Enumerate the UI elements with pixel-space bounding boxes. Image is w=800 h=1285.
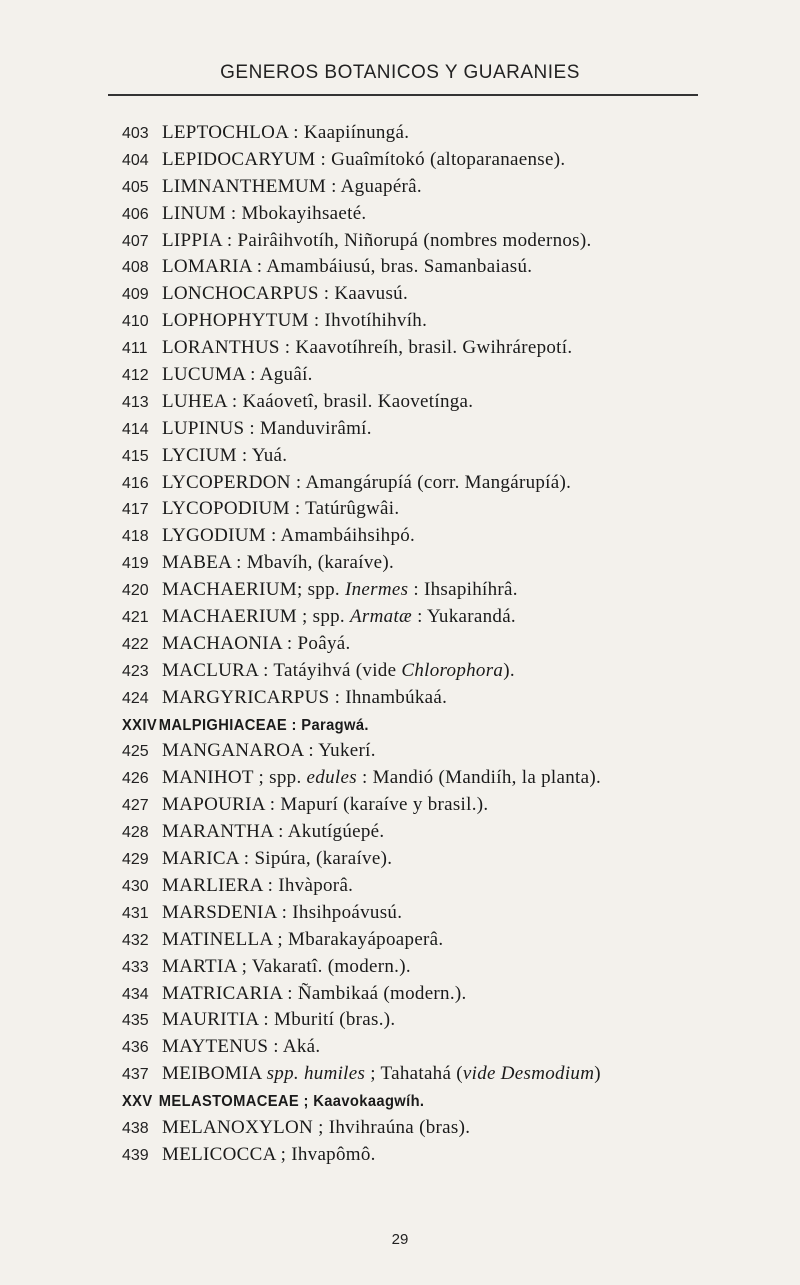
entry-text	[162, 1036, 320, 1057]
entry-row	[122, 1061, 792, 1088]
entry-row	[122, 1142, 792, 1169]
entry-segment: LUHEA : Kaáovetî, brasil. Kaovetínga.	[162, 390, 474, 412]
entry-text	[162, 794, 488, 815]
family-name: MELASTOMACEAE ; Kaavokaagwíh.	[158, 1093, 425, 1111]
entry-text	[162, 498, 399, 519]
entry-text	[162, 1144, 376, 1165]
entry-row	[122, 954, 792, 981]
entry-text	[162, 956, 411, 977]
entry-segment: MARLIERA : Ihvàporâ.	[162, 874, 354, 896]
entry-segment: LEPIDOCARYUM : Guaîmítokó (altoparanaense).	[162, 148, 566, 170]
entry-segment: LOMARIA : Amambáiusú, bras. Samanbaiasú.	[162, 256, 533, 278]
family-heading	[122, 1088, 792, 1115]
entry-row	[122, 281, 792, 308]
entry-text	[162, 1009, 395, 1030]
entry-row	[122, 819, 792, 846]
entry-text	[162, 203, 366, 224]
entry-number: 419	[122, 555, 149, 573]
entry-row	[122, 1034, 792, 1061]
entry-number: 422	[122, 635, 149, 653]
entry-text	[162, 606, 516, 627]
entry-row	[122, 765, 792, 792]
entry-number: 416	[122, 474, 149, 492]
entry-number: 414	[122, 420, 149, 438]
entry-number: 409	[122, 286, 149, 304]
entry-row	[122, 174, 792, 201]
entry-number: 428	[122, 824, 149, 842]
entry-text	[162, 310, 427, 331]
family-heading	[122, 712, 792, 739]
entry-number: 429	[122, 851, 149, 869]
entry-row	[122, 577, 792, 604]
page-header: GENEROS BOTANICOS Y GUARANIES	[220, 62, 580, 83]
entry-italic: vide Desmodium	[462, 1063, 595, 1085]
entry-number: 412	[122, 367, 149, 385]
entry-row	[122, 1007, 792, 1034]
entry-text	[162, 445, 287, 466]
entry-italic: edules	[306, 767, 357, 789]
entry-text	[162, 256, 532, 277]
entry-italic: Inermes	[344, 579, 409, 601]
entry-text	[162, 660, 515, 681]
entry-segment: MAURITIA : Mburití (bras.).	[162, 1009, 396, 1031]
entry-row	[122, 335, 792, 362]
entry-number: 421	[122, 609, 149, 627]
family-heading-text	[122, 1089, 424, 1116]
entry-segment: LYCOPERDON : Amangárupíá (corr. Mangárupíá).	[162, 471, 572, 493]
entry-number: 418	[122, 528, 149, 546]
entry-segment: MARTIA ; Vakaratî. (modern.).	[162, 955, 411, 977]
entry-segment: ; Tahatahá (	[365, 1063, 463, 1085]
entry-number: 432	[122, 931, 149, 949]
entry-row	[122, 631, 792, 658]
entry-row	[122, 685, 792, 712]
entry-number: 406	[122, 205, 149, 223]
entry-segment: LUPINUS : Manduvirâmí.	[162, 417, 372, 439]
entry-segment: MABEA : Mbavíh, (karaíve).	[162, 552, 395, 574]
entry-segment: MACLURA : Tatáyihvá (vide	[162, 659, 402, 681]
entry-text	[162, 1117, 470, 1138]
family-number: XXIV	[122, 716, 158, 734]
entry-number: 431	[122, 904, 149, 922]
entry-italic: Chlorophora	[401, 659, 504, 681]
family-name: MALPIGHIACEAE : Paragwá.	[158, 716, 369, 734]
entry-segment: : Ihsapihíhrâ.	[408, 579, 518, 601]
entry-number: 436	[122, 1039, 149, 1057]
entry-number: 423	[122, 662, 149, 680]
entry-segment: MARGYRICARPUS : Ihnambúkaá.	[162, 686, 448, 708]
page-number: 29	[391, 1231, 409, 1248]
entry-row	[122, 201, 792, 228]
entry-number: 438	[122, 1119, 149, 1137]
entry-row	[122, 604, 792, 631]
entry-segment: LOPHOPHYTUM : Ihvotíhihvíh.	[162, 310, 428, 332]
entry-segment: MARSDENIA : Ihsihpoávusú.	[162, 901, 403, 923]
entry-segment: LYCIUM : Yuá.	[162, 444, 288, 466]
entry-text	[162, 149, 565, 170]
entry-text	[162, 364, 313, 385]
entry-segment: MANGANAROA : Yukerí.	[162, 740, 376, 762]
entry-number: 435	[122, 1012, 149, 1030]
entry-row	[122, 981, 792, 1008]
entry-number: 407	[122, 232, 149, 250]
entry-row	[122, 523, 792, 550]
entry-row	[122, 254, 792, 281]
entry-row	[122, 550, 792, 577]
entry-text	[162, 687, 447, 708]
entry-row	[122, 738, 792, 765]
entry-segment: MARANTHA : Akutígúepé.	[162, 821, 385, 843]
entry-number: 424	[122, 689, 149, 707]
entry-number: 403	[122, 125, 149, 142]
entry-text	[162, 1063, 601, 1084]
entry-number: 425	[122, 743, 149, 761]
entry-row	[122, 389, 792, 416]
family-number: XXV	[122, 1093, 153, 1111]
entry-row	[122, 120, 792, 147]
entry-number: 439	[122, 1146, 149, 1164]
entry-text	[162, 740, 376, 761]
entry-number: 437	[122, 1066, 149, 1084]
entry-row	[122, 792, 792, 819]
entry-segment: LINUM : Mbokayihsaeté.	[162, 202, 367, 224]
entry-segment: MACHAERIUM; spp.	[162, 579, 345, 601]
entry-row	[122, 416, 792, 443]
entry-text	[162, 337, 572, 358]
entry-segment: LONCHOCARPUS : Kaavusú.	[162, 283, 408, 305]
entry-number: 430	[122, 877, 149, 895]
entry-segment: MACHAONIA : Poâyá.	[162, 632, 351, 654]
entry-text	[162, 929, 443, 950]
entry-segment: LUCUMA : Aguâí.	[162, 364, 313, 386]
entry-row	[122, 658, 792, 685]
entry-segment: LEPTOCHLOA : Kaapiínungá.	[162, 122, 410, 143]
entry-italic: spp. humiles	[266, 1063, 366, 1085]
entry-segment: : Mandió (Mandiíh, la planta).	[356, 767, 601, 789]
entry-number: 411	[122, 340, 148, 358]
entry-row	[122, 147, 792, 174]
entry-segment: MATINELLA ; Mbarakayápoaperâ.	[162, 928, 444, 950]
entry-row	[122, 846, 792, 873]
family-heading-text	[122, 713, 369, 740]
entry-row	[122, 443, 792, 470]
entry-number: 408	[122, 259, 149, 277]
entry-segment: MATRICARIA : Ñambikaá (modern.).	[162, 982, 467, 1004]
entry-segment: LYCOPODIUM : Tatúrûgwâi.	[162, 498, 400, 520]
entry-number: 426	[122, 770, 149, 788]
entry-segment: MELICOCCA ; Ihvapômô.	[162, 1143, 376, 1165]
entry-row	[122, 900, 792, 927]
entry-number: 433	[122, 958, 149, 976]
entry-text	[162, 821, 384, 842]
entry-text	[162, 875, 353, 896]
entry-segment: : Yukarandá.	[412, 606, 516, 628]
entry-text	[162, 283, 408, 304]
entry-text	[162, 983, 467, 1004]
entry-number: 410	[122, 313, 149, 331]
entry-segment: ).	[503, 659, 515, 681]
header-rule	[108, 94, 698, 96]
entry-row	[122, 470, 792, 497]
entry-text	[162, 230, 592, 251]
entry-text	[162, 767, 601, 788]
entry-row	[122, 927, 792, 954]
entry-text	[162, 902, 402, 923]
entry-row	[122, 308, 792, 335]
entry-number: 404	[122, 151, 149, 169]
entry-row	[122, 873, 792, 900]
entry-segment: MARICA : Sipúra, (karaíve).	[162, 848, 393, 870]
entry-text	[162, 472, 571, 493]
entry-segment: MACHAERIUM ; spp.	[162, 606, 351, 628]
entry-list	[122, 120, 792, 1169]
entry-segment: MANIHOT ; spp.	[162, 767, 307, 789]
entry-number: 434	[122, 985, 149, 1003]
entry-segment: MELANOXYLON ; Ihvihraúna (bras).	[162, 1116, 471, 1138]
entry-number: 427	[122, 797, 149, 815]
entry-text	[162, 579, 518, 600]
entry-segment: MEIBOMIA	[162, 1063, 267, 1085]
entry-number: 417	[122, 501, 149, 519]
entry-segment: LIPPIA : Pairâihvotíh, Niñorupá (nombres modernos).	[162, 229, 592, 251]
entry-segment: LYGODIUM : Amambáihsihpó.	[162, 525, 416, 547]
entry-text	[162, 633, 351, 654]
entry-text	[162, 848, 392, 869]
entry-segment: MAPOURIA : Mapurí (karaíve y brasil.).	[162, 794, 489, 816]
entry-text	[162, 391, 473, 412]
entry-row	[122, 496, 792, 523]
entry-row	[122, 362, 792, 389]
entry-segment: MAYTENUS : Aká.	[162, 1036, 321, 1058]
entry-text	[162, 525, 415, 546]
entry-number: 420	[122, 582, 149, 600]
entry-italic: Armatæ	[350, 606, 413, 628]
entry-text	[162, 418, 372, 439]
entry-segment: )	[594, 1063, 601, 1085]
entry-row	[122, 228, 792, 255]
entry-text	[162, 122, 409, 143]
entry-row	[122, 1115, 792, 1142]
entry-text	[162, 176, 422, 197]
entry-text	[162, 552, 394, 573]
entry-number: 415	[122, 447, 149, 465]
entry-number: 413	[122, 393, 149, 411]
entry-segment: LORANTHUS : Kaavotíhreíh, brasil. Gwihrárepotí.	[162, 337, 573, 359]
entry-number: 405	[122, 178, 149, 196]
entry-segment: LIMNANTHEMUM : Aguapérâ.	[162, 175, 422, 197]
